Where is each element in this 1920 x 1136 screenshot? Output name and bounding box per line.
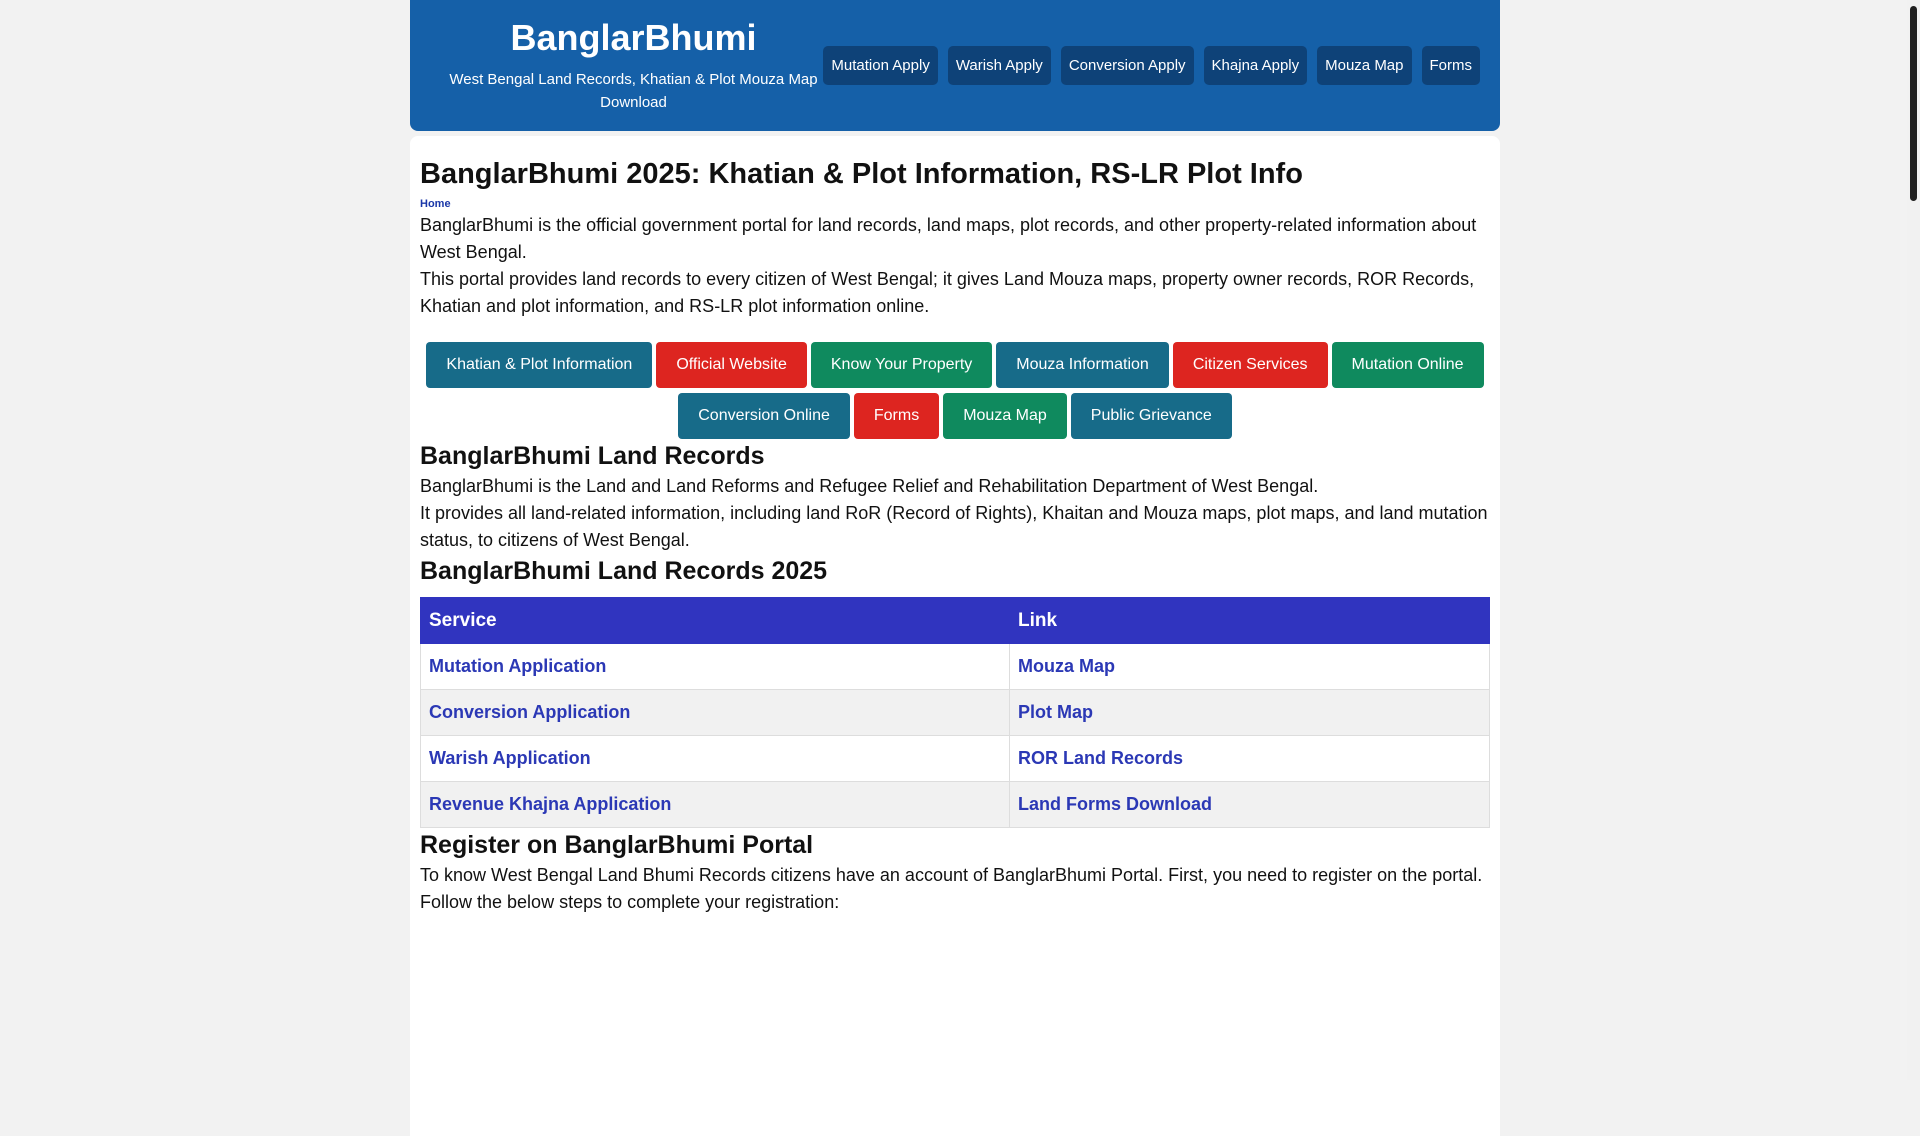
warish-application-link[interactable]: Warish Application	[429, 748, 591, 768]
table-cell	[1010, 690, 1490, 736]
nav-warish-apply[interactable]: Warish Apply	[948, 46, 1051, 85]
table-cell	[421, 736, 1010, 782]
site-header	[410, 0, 1500, 131]
breadcrumb-home[interactable]: Home	[420, 198, 451, 210]
site-tagline: West Bengal Land Records, Khatian & Plot Mouza Map Download	[449, 71, 818, 111]
land-records-heading: BanglarBhumi Land Records	[420, 442, 765, 470]
khatian-plot-information-button[interactable]: Khatian & Plot Information	[426, 342, 652, 388]
intro-paragraph-2: This portal provides land records to every citizen of West Bengal; it gives Land Mouza maps, property owner records, ROR Records, Khatian and plot information, and RS-LR plot information online.	[420, 269, 1475, 316]
table-cell	[1010, 782, 1490, 828]
page-container	[410, 0, 1500, 1136]
table-cell	[421, 644, 1010, 690]
table-row	[421, 782, 1490, 828]
mutation-application-link[interactable]: Mutation Application	[429, 656, 607, 676]
land-forms-download-link[interactable]: Land Forms Download	[1018, 794, 1213, 814]
mutation-online-button[interactable]: Mutation Online	[1332, 342, 1484, 388]
page-title: BanglarBhumi 2025: Khatian & Plot Information, RS-LR Plot Info	[420, 158, 1303, 190]
nav-mutation-apply[interactable]: Mutation Apply	[823, 46, 937, 85]
revenue-khajna-application-link[interactable]: Revenue Khajna Application	[429, 794, 672, 814]
nav-mouza-map[interactable]: Mouza Map	[1317, 46, 1411, 85]
register-paragraph: To know West Bengal Land Bhumi Records citizens have an account of BanglarBhumi Portal. First, you need to register on the portal. Follow the below steps to complete your registration:	[420, 865, 1483, 912]
nav-khajna-apply[interactable]: Khajna Apply	[1204, 46, 1308, 85]
citizen-services-button[interactable]: Citizen Services	[1173, 342, 1328, 388]
nav-forms[interactable]: Forms	[1422, 46, 1481, 85]
table-cell	[421, 690, 1010, 736]
brand	[440, 14, 827, 114]
land-records-paragraph-1: BanglarBhumi is the Land and Land Reforms and Refugee Relief and Rehabilitation Department of West Bengal.	[420, 476, 1319, 496]
plot-map-link[interactable]: Plot Map	[1018, 702, 1093, 722]
table-header-service: Service	[421, 598, 1010, 644]
mouza-information-button[interactable]: Mouza Information	[996, 342, 1169, 388]
register-heading: Register on BanglarBhumi Portal	[420, 831, 814, 859]
intro-paragraph-1: BanglarBhumi is the official government portal for land records, land maps, plot records, and other property-related information about West Bengal.	[420, 215, 1477, 262]
nav-conversion-apply[interactable]: Conversion Apply	[1061, 46, 1194, 85]
article-content	[410, 136, 1500, 1136]
table-row	[421, 736, 1490, 782]
table-cell	[421, 782, 1010, 828]
ror-land-records-link[interactable]: ROR Land Records	[1018, 748, 1184, 768]
land-records-paragraph-2: It provides all land-related information, including land RoR (Record of Rights), Khaitan and Mouza maps, plot maps, and land mutation status, to citizens of West Bengal.	[420, 503, 1488, 550]
table-row	[421, 644, 1490, 690]
top-navigation	[823, 46, 1480, 85]
table-header-row	[421, 598, 1490, 644]
mouza-map-button[interactable]: Mouza Map	[943, 393, 1067, 439]
public-grievance-button[interactable]: Public Grievance	[1071, 393, 1232, 439]
table-cell	[1010, 644, 1490, 690]
page-scrollbar[interactable]	[1907, 0, 1920, 1080]
forms-button[interactable]: Forms	[854, 393, 939, 439]
services-table	[420, 597, 1490, 828]
table-header-link: Link	[1010, 598, 1490, 644]
conversion-application-link[interactable]: Conversion Application	[429, 702, 631, 722]
site-title[interactable]: BanglarBhumi	[510, 17, 757, 58]
quick-links	[420, 342, 1490, 439]
know-your-property-button[interactable]: Know Your Property	[811, 342, 992, 388]
mouza-map-link[interactable]: Mouza Map	[1018, 656, 1115, 676]
scrollbar-thumb[interactable]	[1910, 6, 1917, 201]
table-row	[421, 690, 1490, 736]
conversion-online-button[interactable]: Conversion Online	[678, 393, 850, 439]
land-records-2025-heading: BanglarBhumi Land Records 2025	[420, 557, 828, 585]
table-cell	[1010, 736, 1490, 782]
official-website-button[interactable]: Official Website	[656, 342, 807, 388]
